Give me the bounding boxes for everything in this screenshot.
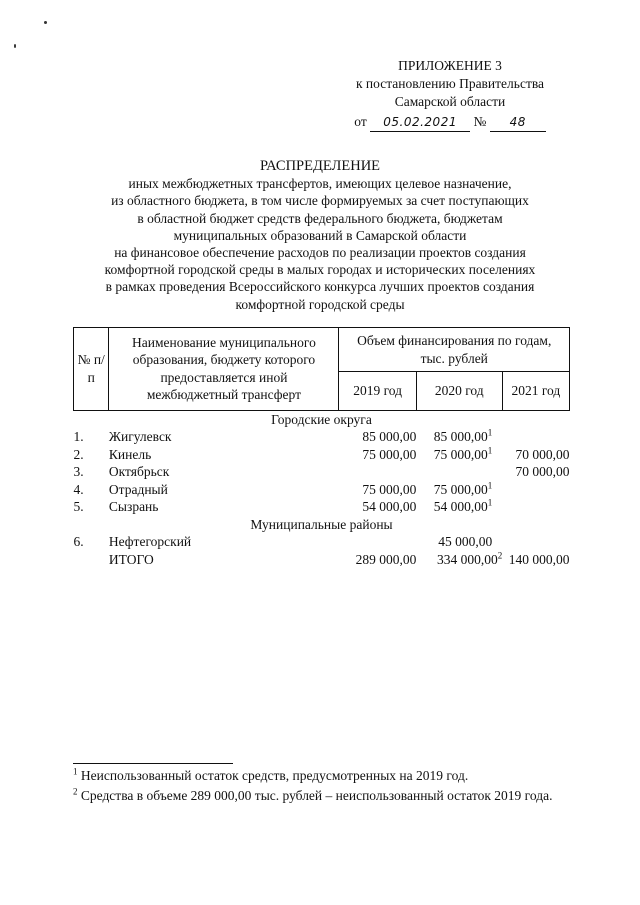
footnote-text: Средства в объеме 289 000,00 тыс. рублей – неиспользованный остаток 2019 года. <box>80 788 553 803</box>
distribution-table <box>73 327 570 568</box>
municipality-name: Жигулевск <box>108 429 172 444</box>
value-2021 <box>502 533 569 551</box>
handwritten-date: 05.02.2021 <box>370 113 470 132</box>
appendix-date-line <box>330 113 570 132</box>
section-heading: Муниципальные районы <box>250 516 393 532</box>
value-2021: 70 000,00 <box>515 446 570 462</box>
total-2021: 140 000,00 <box>508 551 570 567</box>
row-number: 3. <box>73 464 84 479</box>
value-2019 <box>339 463 416 481</box>
header-municipality: Наименование муниципального образования, бюджету которого предоставляется иной межбюджетный трансферт <box>109 328 339 411</box>
document-title-block <box>70 158 570 313</box>
table-row <box>74 463 570 481</box>
footnote-divider <box>73 763 233 764</box>
section-heading: Городские округа <box>271 411 372 427</box>
footnote-mark: 2 <box>497 550 503 560</box>
total-2020: 334 000,00 <box>436 551 498 567</box>
number-prefix: № <box>473 114 487 129</box>
header-year-2021: 2021 год <box>502 372 569 411</box>
title-line: в рамках проведения Всероссийского конкурса лучших проектов создания <box>105 279 535 295</box>
header-funding-volume: Объем финансирования по годам, тыс. рублей <box>339 328 570 372</box>
appendix-header <box>330 57 570 132</box>
value-2021 <box>502 428 569 446</box>
municipality-name: Сызрань <box>108 499 159 514</box>
footnote-text: Неиспользованный остаток средств, предусмотренных на 2019 год. <box>80 768 469 783</box>
scan-speck <box>44 21 47 24</box>
title-line: на финансовое обеспечение расходов по реализации проектов создания <box>114 245 526 261</box>
municipality-name: Нефтегорский <box>108 534 192 549</box>
municipality-name: Октябрьск <box>108 464 170 479</box>
value-2021: 70 000,00 <box>515 464 570 479</box>
title-line: из областного бюджета, в том числе формируемых за счет поступающих <box>111 193 529 209</box>
table-row <box>74 533 570 551</box>
title-line: в областной бюджет средств федерального бюджета, бюджетам <box>137 210 503 226</box>
header-year-2020: 2020 год <box>416 372 502 411</box>
value-2019: 75 000,00 <box>362 446 417 462</box>
footnote-mark: 1 <box>487 445 493 455</box>
value-2020: 85 000,00 <box>433 429 488 444</box>
footnote-mark: 1 <box>487 497 493 508</box>
footnote-mark: 1 <box>487 480 493 490</box>
scan-speck <box>14 44 16 48</box>
municipality-name: Кинель <box>108 446 152 462</box>
header-year-2019: 2019 год <box>339 372 416 411</box>
footnote-mark: 2 <box>73 786 78 797</box>
title-line: муниципальных образований в Самарской области <box>173 227 467 243</box>
value-2020: 75 000,00 <box>433 446 488 462</box>
table-row <box>74 498 570 516</box>
value-2020: 54 000,00 <box>433 499 488 514</box>
title-line: комфортной городской среды <box>235 296 405 312</box>
value-2020: 45 000,00 <box>438 534 493 549</box>
total-label: ИТОГО <box>108 551 154 567</box>
footnote-2 <box>73 787 570 804</box>
value-2020: 75 000,00 <box>433 481 488 497</box>
municipality-name: Отрадный <box>108 481 168 497</box>
header-number: № п/п <box>74 328 109 411</box>
table-row <box>74 446 570 464</box>
value-2019 <box>339 533 416 551</box>
row-number: 5. <box>73 499 84 514</box>
row-number: 6. <box>73 534 84 549</box>
footnote-mark: 1 <box>487 427 493 438</box>
total-2019: 289 000,00 <box>355 551 417 567</box>
table-row <box>74 481 570 499</box>
value-2019: 54 000,00 <box>362 499 417 514</box>
handwritten-number: 48 <box>490 113 546 132</box>
footnote-1 <box>73 767 570 784</box>
footnote-mark: 1 <box>73 766 78 777</box>
title-line: иных межбюджетных трансфертов, имеющих целевое назначение, <box>128 176 512 192</box>
table-row <box>74 428 570 446</box>
appendix-title: ПРИЛОЖЕНИЕ 3 <box>398 58 502 73</box>
value-2021 <box>502 498 569 516</box>
title-line: комфортной городской среды в малых городах и исторических поселениях <box>104 262 536 278</box>
row-number: 1. <box>73 429 84 444</box>
appendix-line-2: Самарской области <box>394 94 506 109</box>
value-2021 <box>502 481 569 499</box>
row-number: 4. <box>73 481 84 497</box>
appendix-line-1: к постановлению Правительства <box>355 76 545 91</box>
value-2019: 75 000,00 <box>362 481 417 497</box>
value-2019: 85 000,00 <box>362 429 417 444</box>
row-number: 2. <box>73 446 84 462</box>
total-row <box>74 551 570 569</box>
document-title: РАСПРЕДЕЛЕНИЕ <box>259 158 381 174</box>
date-prefix: от <box>354 114 367 129</box>
